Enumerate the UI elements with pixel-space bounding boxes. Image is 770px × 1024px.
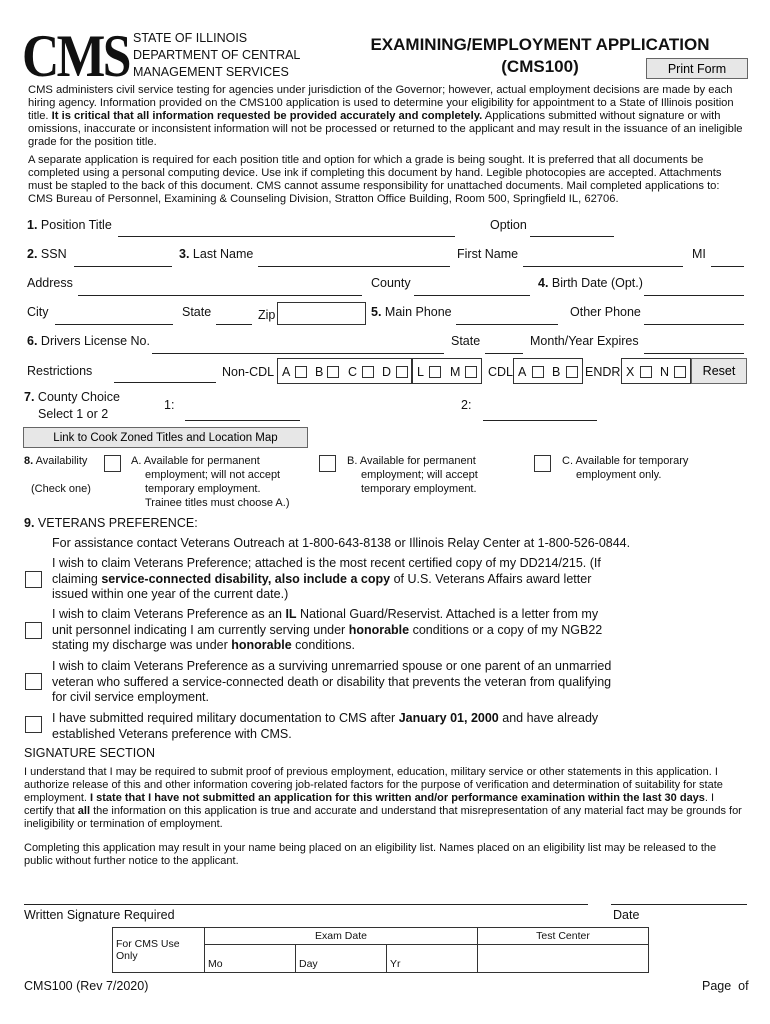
county-choice-2-input[interactable] bbox=[483, 420, 597, 421]
cms-use-label: For CMS Use Only bbox=[113, 928, 205, 973]
veterans-assist-text: For assistance contact Veterans Outreach at 1-800-643-8138 or Illinois Relay Center at 1-800-526-0844. bbox=[52, 536, 631, 550]
signature-heading: SIGNATURE SECTION bbox=[24, 746, 156, 760]
drivers-license-input[interactable] bbox=[152, 353, 444, 354]
agency-line: DEPARTMENT OF CENTRAL bbox=[133, 48, 301, 62]
position-title-input[interactable] bbox=[118, 236, 455, 237]
item-number: 6. bbox=[27, 334, 38, 348]
ssn-label bbox=[27, 247, 67, 262]
select-label: Select 1 or 2 bbox=[38, 407, 109, 421]
exam-date-header: Exam Date bbox=[205, 928, 478, 945]
non-cdl-label: Non-CDL bbox=[222, 365, 275, 379]
vet-bold: IL bbox=[285, 607, 297, 621]
vet-text: conditions or a copy of my NGB22 stating my discharge was under bbox=[52, 622, 603, 652]
date-label: Date bbox=[613, 908, 640, 922]
non-cdl-c-checkbox[interactable] bbox=[362, 366, 374, 378]
availability-a-line: A. Available for permanent bbox=[131, 455, 260, 467]
availability-b-line: employment; will accept bbox=[361, 469, 478, 481]
address-input[interactable] bbox=[78, 295, 362, 296]
exam-day-cell: Day bbox=[296, 945, 387, 973]
availability-a-line: temporary employment. bbox=[145, 483, 261, 495]
non-cdl-option-label: B bbox=[315, 365, 324, 379]
cook-zoned-titles-link[interactable]: Link to Cook Zoned Titles and Location Map bbox=[23, 427, 308, 448]
intro-paragraph-2: A separate application is required for each position title and option for which a grade is being sought. It is preferred that all documents be completed using a personal computing device. Use ink if completing this document by hand. Legible photocopies are accepted. Attachments must be stapled to the back of this document. CMS cannot assume responsibility for unattached documents. Mail completed applications to: CMS Bureau of Personnel, Examining & Counseling Division, Stratton Office Building, Room 500, Springfield IL, 62706. bbox=[28, 154, 722, 205]
cdl-label: CDL bbox=[488, 365, 514, 379]
label-text: SSN bbox=[40, 247, 67, 261]
availability-c-line: employment only. bbox=[576, 469, 662, 481]
city-label: City bbox=[27, 305, 49, 319]
sig-bold: I state that I have not submitted an application for this written and/or performance examination within the last 30 days bbox=[90, 792, 705, 804]
vet-bold: honorable bbox=[231, 638, 292, 652]
veterans-option-2-text bbox=[52, 607, 612, 654]
intro-paragraph-1 bbox=[28, 84, 746, 149]
availability-c-checkbox[interactable] bbox=[534, 455, 551, 472]
non-cdl-option-label: L bbox=[417, 365, 424, 379]
birth-date-label bbox=[538, 276, 643, 291]
item-number: 7. bbox=[24, 390, 35, 404]
intro-bold: It is critical that all information requested be provided accurately and completely. bbox=[51, 110, 483, 122]
veterans-option-1-checkbox[interactable] bbox=[25, 571, 42, 588]
birth-date-input[interactable] bbox=[644, 295, 744, 296]
agency-name bbox=[133, 30, 300, 81]
vet-text: National Guard/Reservist. Attached is a letter from my unit personnel indicating I am currently serving under bbox=[52, 607, 599, 637]
form-title-text: EXAMINING/EMPLOYMENT APPLICATION bbox=[370, 35, 710, 54]
sig-text: I understand that I may be required to submit proof of previous employment, education, military service or other statements in this application. I authorize release of this and other information covering job-related factors for the purpose of verification and determination of suitability for state employment. bbox=[24, 766, 723, 804]
non-cdl-d-checkbox[interactable] bbox=[396, 366, 408, 378]
signature-paragraph-2: Completing this application may result in your name being placed on an eligibility list. Names placed on an eligibility list may be released to the public without further notice to the applicant. bbox=[24, 842, 717, 867]
vet-text: conditions. bbox=[291, 638, 355, 652]
non-cdl-option-label: A bbox=[282, 365, 291, 379]
county-label: County bbox=[371, 276, 411, 290]
other-phone-label: Other Phone bbox=[570, 305, 641, 319]
non-cdl-m-checkbox[interactable] bbox=[465, 366, 477, 378]
veterans-option-4-text bbox=[52, 711, 612, 742]
county-input[interactable] bbox=[414, 295, 530, 296]
dl-state-input[interactable] bbox=[485, 353, 523, 354]
label-text: Last Name bbox=[192, 247, 254, 261]
intro-text: CMS administers civil service testing for agencies under jurisdiction of the Governor; however, actual employment decisions are made by each hiring agency. Information provided on the CMS100 application is used to determine your eligibility for appointment to a State of Illinois position title. bbox=[28, 84, 734, 122]
mi-input[interactable] bbox=[711, 266, 744, 267]
item-number: 8. bbox=[24, 455, 34, 467]
cdl-option-label: A bbox=[518, 365, 527, 379]
cms-use-table bbox=[112, 927, 649, 973]
option-label: Option bbox=[490, 218, 527, 232]
item-number: 5. bbox=[371, 305, 382, 319]
last-name-label bbox=[179, 247, 253, 262]
form-code: (CMS100) bbox=[501, 57, 579, 76]
availability-b-checkbox[interactable] bbox=[319, 455, 336, 472]
written-signature-label: Written Signature Required bbox=[24, 908, 175, 922]
agency-line: STATE OF ILLINOIS bbox=[133, 31, 248, 45]
non-cdl-a-checkbox[interactable] bbox=[295, 366, 307, 378]
county-choice-1-input[interactable] bbox=[185, 420, 300, 421]
non-cdl-option-label: C bbox=[348, 365, 358, 379]
first-name-label: First Name bbox=[457, 247, 519, 261]
non-cdl-b-checkbox[interactable] bbox=[327, 366, 339, 378]
availability-a-line: employment; will not accept bbox=[145, 469, 281, 481]
item-number: 9. bbox=[24, 516, 35, 530]
signature-paragraph-1 bbox=[24, 766, 746, 831]
print-form-button[interactable]: Print Form bbox=[646, 58, 748, 79]
state-label: State bbox=[182, 305, 212, 319]
vet-text: I have submitted required military documentation to CMS after bbox=[52, 711, 399, 725]
availability-b-line: temporary employment. bbox=[361, 483, 477, 495]
date-input[interactable] bbox=[611, 904, 747, 905]
mi-label: MI bbox=[692, 247, 706, 261]
non-cdl-option-label: M bbox=[450, 365, 461, 379]
vet-text: I wish to claim Veterans Preference as an bbox=[52, 607, 286, 621]
other-phone-input[interactable] bbox=[644, 324, 744, 325]
expires-input[interactable] bbox=[644, 353, 744, 354]
item-number: 4. bbox=[538, 276, 549, 290]
item-number: 3. bbox=[179, 247, 190, 261]
cdl-a-checkbox[interactable] bbox=[532, 366, 544, 378]
sig-bold: all bbox=[77, 805, 91, 817]
non-cdl-l-checkbox[interactable] bbox=[429, 366, 441, 378]
endr-x-checkbox[interactable] bbox=[640, 366, 652, 378]
restrictions-label: Restrictions bbox=[27, 364, 93, 378]
label-text: Availability bbox=[35, 455, 88, 467]
agency-line: MANAGEMENT SERVICES bbox=[133, 65, 289, 79]
option-input[interactable] bbox=[530, 236, 614, 237]
veterans-option-4-checkbox[interactable] bbox=[25, 716, 42, 733]
address-label: Address bbox=[27, 276, 73, 290]
endr-option-label: N bbox=[660, 365, 670, 379]
ssn-input[interactable] bbox=[74, 266, 172, 267]
main-phone-input[interactable] bbox=[456, 324, 558, 325]
test-center-cell bbox=[478, 945, 649, 973]
endr-n-checkbox[interactable] bbox=[674, 366, 686, 378]
label-text: Birth Date (Opt.) bbox=[551, 276, 643, 290]
cms-logo: CMS bbox=[22, 23, 129, 89]
non-cdl-option-label: D bbox=[382, 365, 392, 379]
zip-input[interactable] bbox=[277, 302, 366, 325]
reset-button[interactable]: Reset bbox=[691, 358, 747, 384]
sig-text: the information on this application is true and accurate and understand that misrepresentation of any material fact may be grounds for ineligibility or termination of employment. bbox=[24, 805, 742, 830]
veterans-option-3-checkbox[interactable] bbox=[25, 673, 42, 690]
label-text: VETERANS PREFERENCE: bbox=[37, 516, 198, 530]
of-text: of bbox=[738, 979, 749, 993]
page-label bbox=[702, 979, 749, 994]
cdl-option-label: B bbox=[552, 365, 561, 379]
zip-label: Zip bbox=[258, 308, 276, 322]
item-number: 1. bbox=[27, 218, 38, 232]
veterans-option-2-checkbox[interactable] bbox=[25, 622, 42, 639]
check-one-label: (Check one) bbox=[31, 483, 91, 495]
revision-label: CMS100 (Rev 7/2020) bbox=[24, 979, 149, 993]
availability-a-line: Trainee titles must choose A.) bbox=[145, 497, 290, 509]
label-text: Main Phone bbox=[384, 305, 452, 319]
endr-option-label: X bbox=[626, 365, 635, 379]
vet-bold: service-connected disability, also include a copy bbox=[101, 571, 391, 586]
label-text: Position Title bbox=[40, 218, 112, 232]
availability-a-text bbox=[131, 454, 290, 510]
main-phone-label bbox=[371, 305, 452, 320]
vet-bold: honorable bbox=[348, 622, 410, 637]
last-name-input[interactable] bbox=[258, 266, 450, 267]
endr-label: ENDR bbox=[585, 365, 621, 379]
vet-text: of U.S. Veterans Affairs award letter issued within one year of the current date.) bbox=[52, 571, 592, 601]
county-choice-label bbox=[24, 390, 120, 405]
choice-2-label: 2: bbox=[461, 398, 472, 412]
availability-b-text bbox=[347, 454, 478, 496]
first-name-input[interactable] bbox=[523, 266, 683, 267]
item-number: 2. bbox=[27, 247, 38, 261]
drivers-license-label bbox=[27, 334, 150, 349]
vet-bold: January 01, 2000 bbox=[398, 711, 499, 725]
veterans-option-3-text: I wish to claim Veterans Preference as a surviving unremarried spouse or one parent of an unmarried veteran who suffered a service-connected death or disability that prevents the veteran from qualifying for civil service employment. bbox=[52, 659, 612, 704]
availability-c-text bbox=[562, 454, 688, 482]
availability-label bbox=[24, 454, 87, 468]
state-input[interactable] bbox=[216, 324, 252, 325]
position-title-label bbox=[27, 218, 112, 233]
availability-a-checkbox[interactable] bbox=[104, 455, 121, 472]
veterans-option-1-text bbox=[52, 556, 612, 603]
expires-label: Month/Year Expires bbox=[530, 334, 639, 348]
test-center-header: Test Center bbox=[478, 928, 649, 945]
city-input[interactable] bbox=[55, 324, 173, 325]
exam-month-cell: Mo bbox=[205, 945, 296, 973]
choice-1-label: 1: bbox=[164, 398, 175, 412]
availability-b-line: B. Available for permanent bbox=[347, 455, 476, 467]
restrictions-input[interactable] bbox=[114, 382, 216, 383]
veterans-heading bbox=[24, 516, 198, 531]
sig-text: . I certify that bbox=[24, 792, 715, 817]
label-text: Drivers License No. bbox=[40, 334, 150, 348]
exam-year-cell: Yr bbox=[387, 945, 478, 973]
vet-text: I wish to claim Veterans Preference; attached is the most recent certified copy of my DD214/215. (If claiming bbox=[52, 556, 601, 586]
cdl-b-checkbox[interactable] bbox=[566, 366, 578, 378]
page-text: Page bbox=[702, 979, 732, 993]
signature-input[interactable] bbox=[24, 904, 588, 905]
intro-text: Applications submitted without signature or with omissions, inaccurate or inconsistent information will not be processed or returned to the applicant and may result in the issuance of an ineligible grade for the position title. bbox=[28, 110, 743, 148]
availability-c-line: C. Available for temporary bbox=[562, 455, 689, 467]
dl-state-label: State bbox=[451, 334, 481, 348]
label-text: County Choice bbox=[37, 390, 120, 404]
vet-text: and have already established Veterans preference with CMS. bbox=[52, 711, 599, 741]
